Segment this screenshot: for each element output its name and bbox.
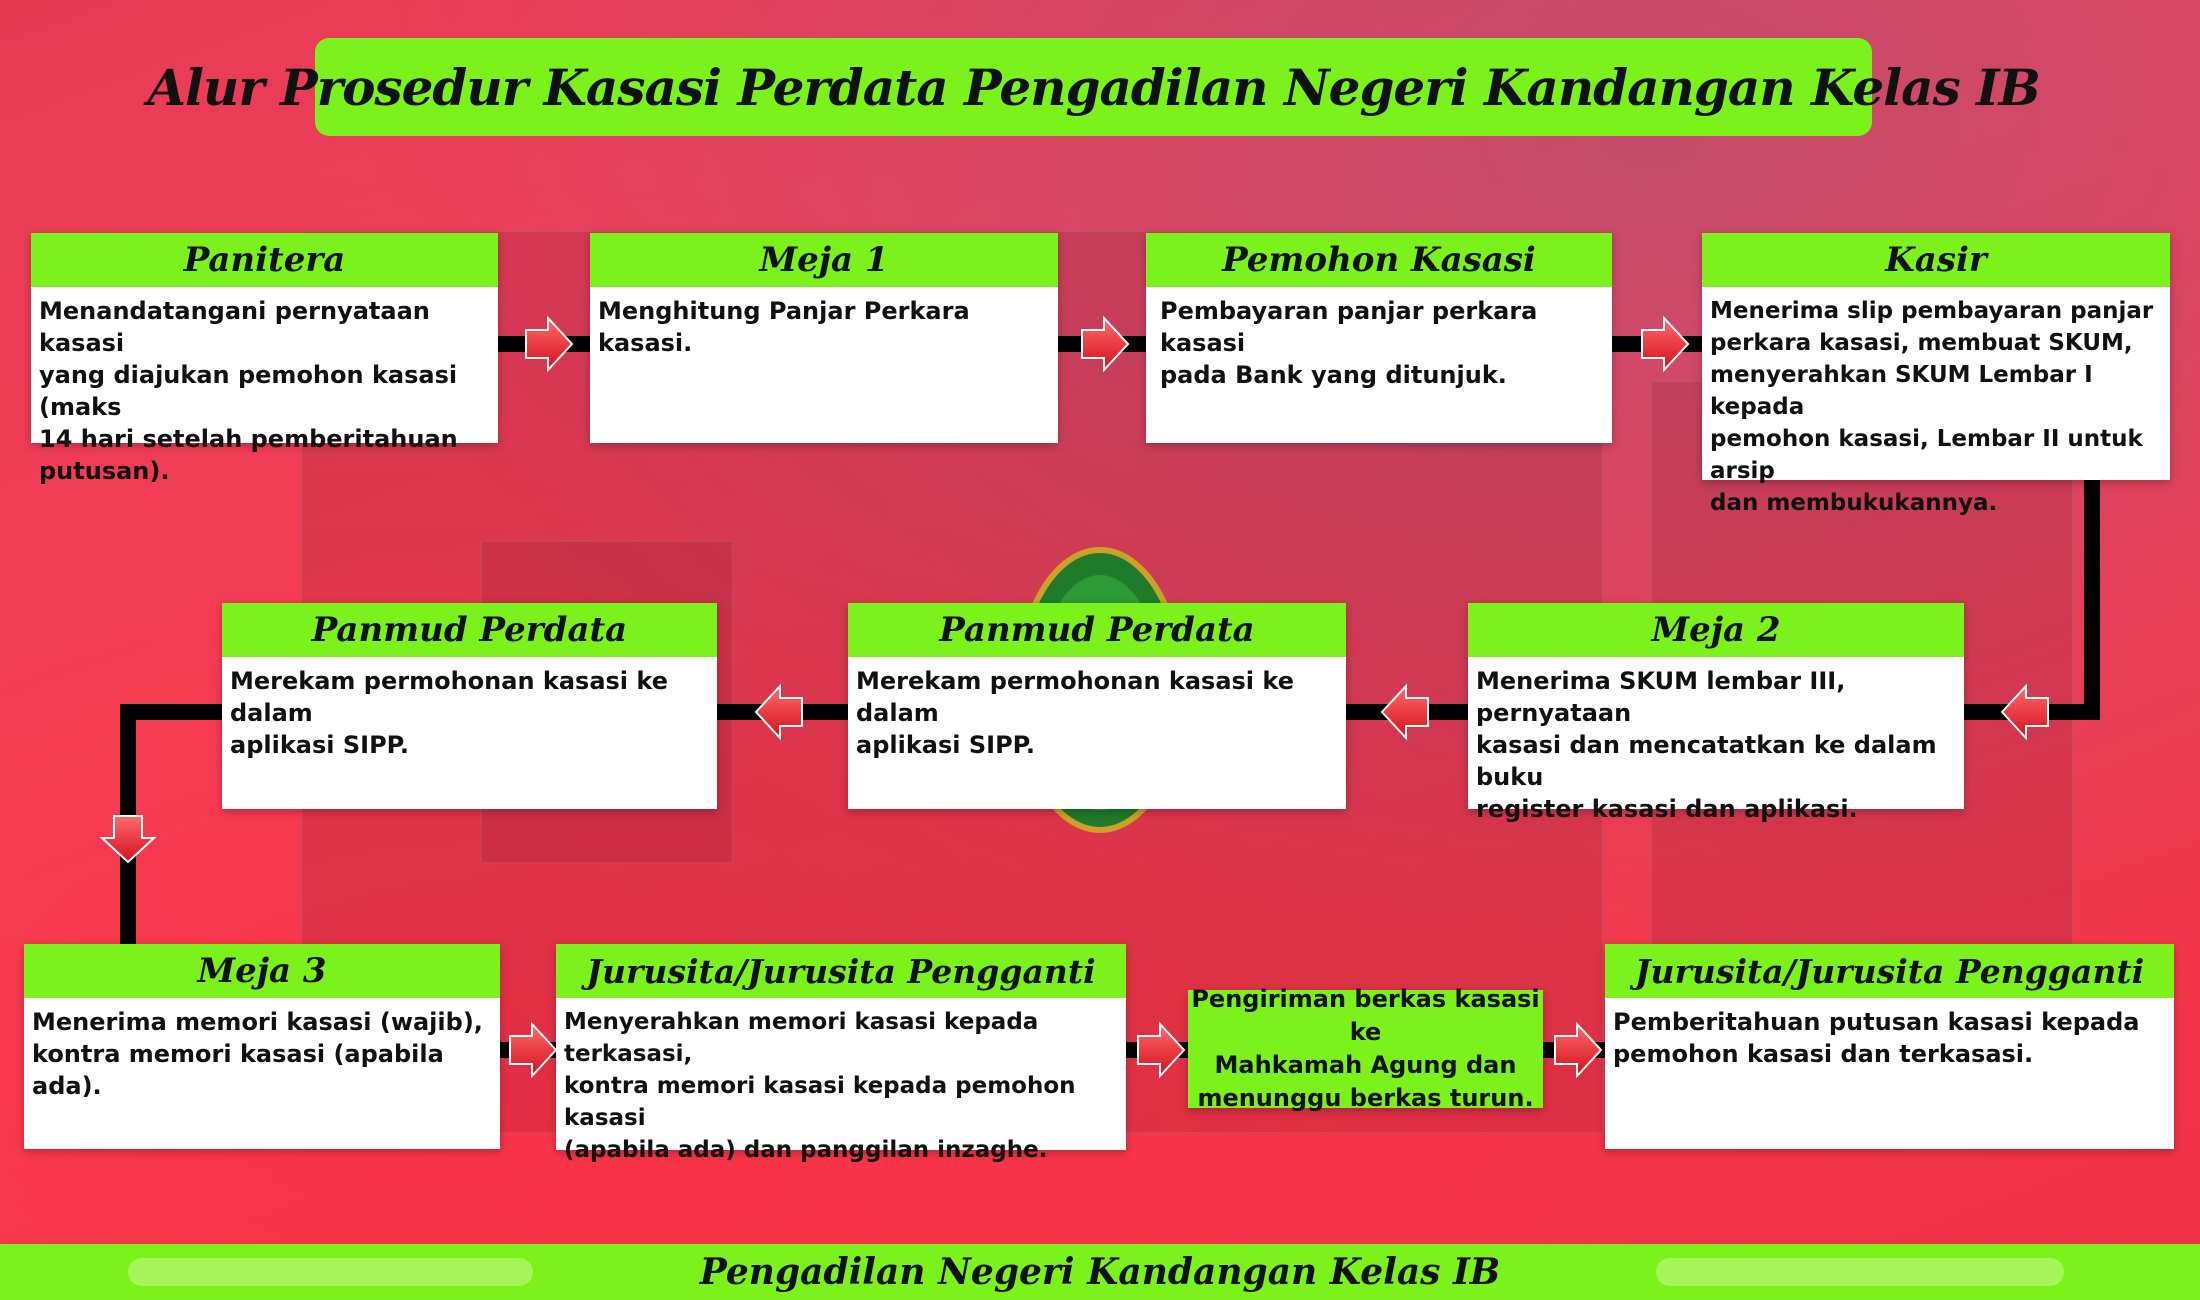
step-description [556, 998, 1126, 1174]
step-jurusita-1 [556, 944, 1126, 1163]
step-line: Pembayaran panjar perkara kasasi [1160, 297, 1538, 357]
step-meja-3 [24, 944, 500, 1149]
step-line: Pemberitahuan putusan kasasi kepada [1613, 1008, 2140, 1036]
step-description [1146, 287, 1612, 399]
step-description [1605, 998, 2174, 1078]
step-line: Menandatangani pernyataan kasasi [39, 297, 430, 357]
step-meja-1 [590, 233, 1058, 443]
step-pemohon-kasasi [1146, 233, 1612, 443]
step-line: aplikasi SIPP. [230, 731, 409, 759]
footer-decoration-left [128, 1258, 533, 1286]
arrow-left-icon [756, 686, 802, 738]
step-line: pemohon kasasi dan terkasasi. [1613, 1040, 2034, 1068]
arrow-right-icon [1555, 1024, 1601, 1076]
step-line: pada Bank yang ditunjuk. [1160, 361, 1507, 389]
step-line: Menerima slip pembayaran panjar [1710, 298, 2154, 324]
step-line: dan membukukannya. [1710, 490, 1998, 516]
step-line: perkara kasasi, membuat SKUM, [1710, 330, 2133, 356]
arrow-down-icon [102, 816, 154, 862]
step-line: yang diajukan pemohon kasasi (maks [39, 361, 458, 421]
step-line: kontra memori kasasi (apabila ada). [32, 1040, 444, 1100]
step-line: Merekam permohonan kasasi ke dalam [856, 667, 1294, 727]
step-title: Kasir [1702, 233, 2170, 287]
arrow-right-icon [1642, 318, 1688, 370]
step-title: Panitera [31, 233, 498, 287]
step-description [31, 287, 498, 495]
arrow-left-icon [2002, 686, 2048, 738]
step-line: aplikasi SIPP. [856, 731, 1035, 759]
arrow-right-icon [510, 1024, 556, 1076]
step-line: pemohon kasasi, Lembar II untuk arsip [1710, 426, 2143, 484]
step-description [590, 287, 1058, 367]
step-title: Panmud Perdata [848, 603, 1346, 657]
step-description [1702, 287, 2170, 527]
footer-decoration-right [1656, 1258, 2064, 1286]
step-description [848, 657, 1346, 769]
step-description [222, 657, 717, 769]
step-line: Menerima SKUM lembar III, pernyataan [1476, 667, 1846, 727]
step-meja-2 [1468, 603, 1964, 823]
step-line: Menyerahkan memori kasasi kepada terkasasi, [564, 1009, 1039, 1067]
step-line: Menerima memori kasasi (wajib), [32, 1008, 483, 1036]
step-line: menunggu berkas turun. [1197, 1084, 1534, 1112]
step-line: kasasi dan mencatatkan ke dalam buku [1476, 731, 1937, 791]
step-line: Pengiriman berkas kasasi ke [1191, 985, 1540, 1046]
step-line: Mahkamah Agung dan [1214, 1051, 1517, 1079]
step-title: Meja 3 [24, 944, 500, 998]
step-description [24, 998, 500, 1110]
arrow-right-icon [1082, 318, 1128, 370]
step-line: 14 hari setelah pemberitahuan [39, 425, 458, 453]
arrow-left-icon [1382, 686, 1428, 738]
arrow-right-icon [1138, 1024, 1184, 1076]
step-panmud-perdata-1 [222, 603, 717, 809]
page-title: Alur Prosedur Kasasi Perdata Pengadilan Negeri Kandangan Kelas IB [147, 57, 2040, 117]
step-line: (apabila ada) dan panggilan inzaghe. [564, 1137, 1048, 1163]
step-title: Jurusita/Jurusita Pengganti [556, 944, 1126, 998]
step-panmud-perdata-2 [848, 603, 1346, 809]
arrow-right-icon [526, 318, 572, 370]
step-title: Panmud Perdata [222, 603, 717, 657]
step-pengiriman-berkas [1188, 985, 1543, 1112]
step-line: register kasasi dan aplikasi. [1476, 795, 1858, 823]
step-panitera [31, 233, 498, 485]
step-line: Merekam permohonan kasasi ke dalam [230, 667, 668, 727]
step-title: Jurusita/Jurusita Pengganti [1605, 944, 2174, 998]
step-line: kontra memori kasasi kepada pemohon kasasi [564, 1073, 1076, 1131]
step-title: Pemohon Kasasi [1146, 233, 1612, 287]
footer-text: Pengadilan Negeri Kandangan Kelas IB [699, 1251, 1501, 1293]
step-line: Menghitung Panjar Perkara kasasi. [598, 297, 970, 357]
step-title: Meja 1 [590, 233, 1058, 287]
step-description [1468, 657, 1964, 833]
step-kasir [1702, 233, 2170, 516]
step-jurusita-2 [1605, 944, 2174, 1149]
step-title: Meja 2 [1468, 603, 1964, 657]
step-line: menyerahkan SKUM Lembar I kepada [1710, 362, 2093, 420]
step-line: putusan). [39, 457, 170, 485]
